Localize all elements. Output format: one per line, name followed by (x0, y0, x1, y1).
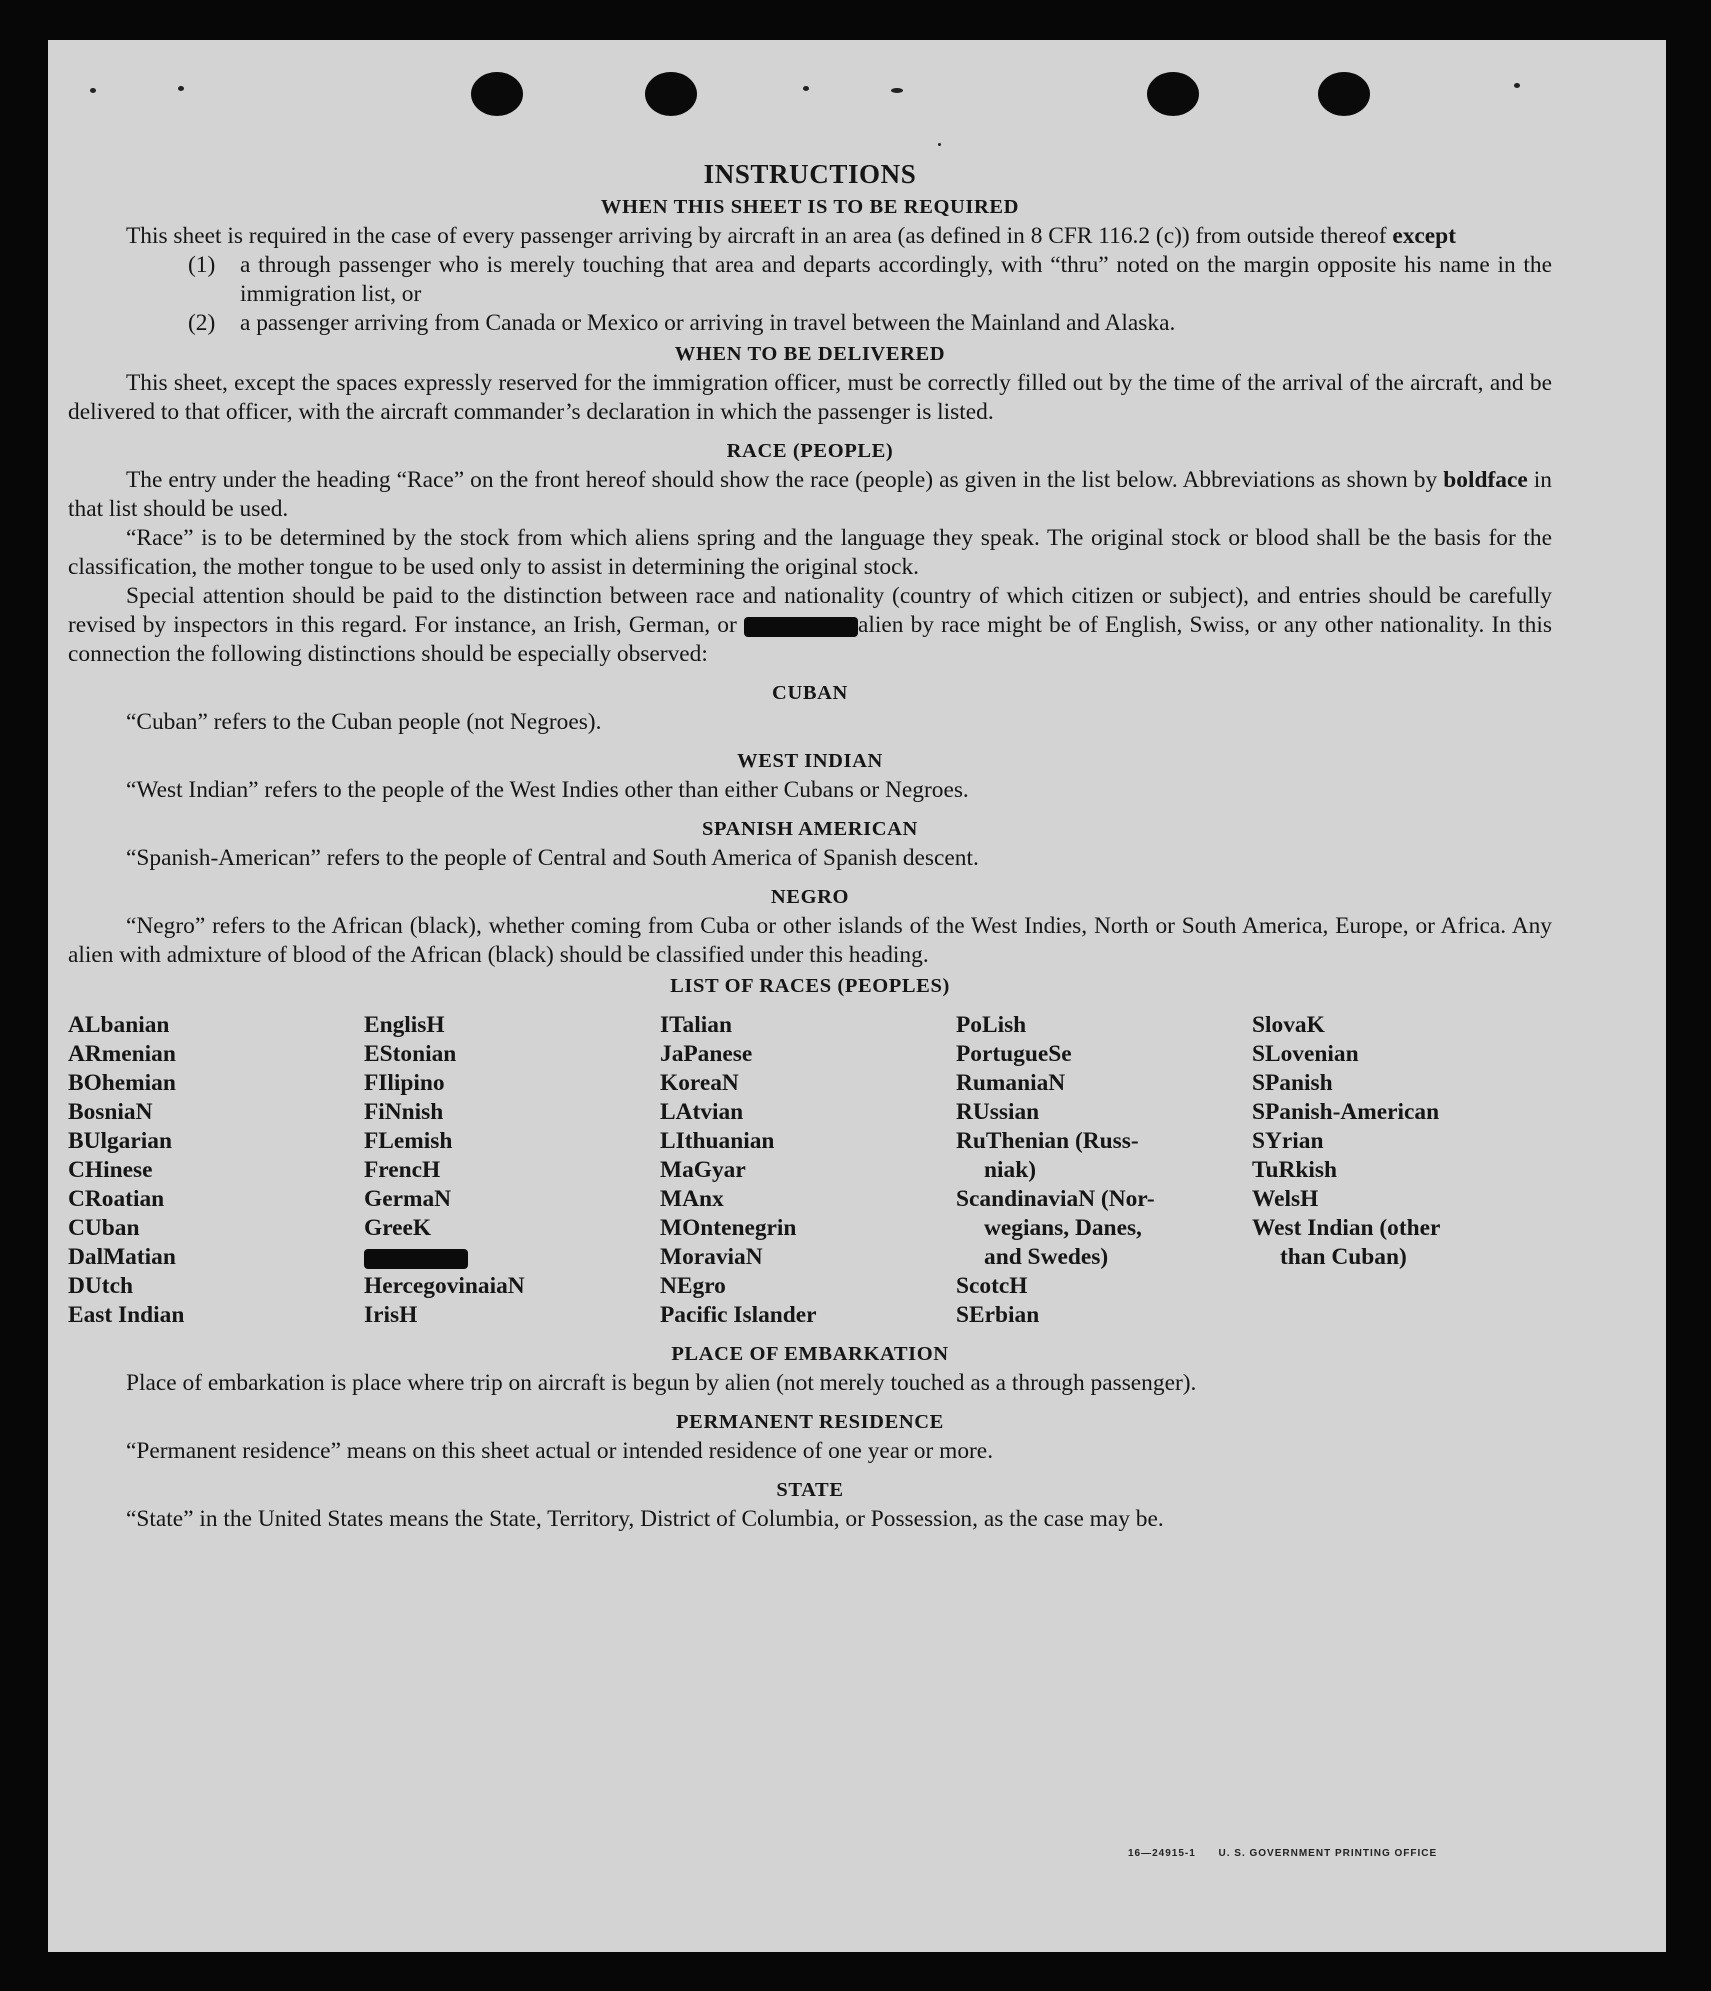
race-paragraph-1: The entry under the heading “Race” on the front hereof should show the race (people) as given in the list below. Abbreviations as shown by boldface in that list should be used. (68, 467, 1552, 522)
section-heading-race: RACE (PEOPLE) (726, 440, 894, 462)
section-heading-west-indian: WEST INDIAN (737, 750, 883, 772)
race-entry: West Indian (other (1252, 1215, 1441, 1241)
page-content (68, 157, 1552, 1534)
race-entry: BosniaN (68, 1099, 153, 1125)
race-entry: FIlipino (364, 1070, 445, 1096)
delivered-text: This sheet, except the spaces expressly reserved for the immigration officer, must be correctly filled out by the time of the arrival of the aircraft, and be delivered to that officer, with the aircraft commander’s declaration in which the passenger is listed. (68, 370, 1552, 425)
race-entry: SlovaK (1252, 1012, 1325, 1038)
race-entry: East Indian (68, 1302, 185, 1328)
race-entry: TuRkish (1252, 1157, 1337, 1183)
race-entry: BUlgarian (68, 1128, 172, 1154)
race-entry: KoreaN (660, 1070, 739, 1096)
required-intro: This sheet is required in the case of every passenger arriving by aircraft in an area (as defined in 8 CFR 116.2 (c)) from outside thereof except (126, 223, 1456, 249)
race-entry: SErbian (956, 1302, 1040, 1328)
race-entry: and Swedes) (984, 1244, 1109, 1270)
section-heading-embarkation: PLACE OF EMBARKATION (671, 1343, 949, 1365)
race-entry-redacted (364, 1243, 660, 1272)
printer-credit: U. S. GOVERNMENT PRINTING OFFICE (1218, 1848, 1438, 1859)
section-heading-cuban: CUBAN (772, 682, 848, 704)
race-entry: FrencH (364, 1157, 441, 1183)
section-heading-spanish-american: SPANISH AMERICAN (702, 818, 918, 840)
races-column (364, 1011, 660, 1330)
race-entry: ScandinaviaN (Nor- (956, 1186, 1155, 1212)
print-footer (1128, 1848, 1437, 1859)
section-heading-races-list: LIST OF RACES (PEOPLES) (670, 975, 950, 997)
race-entry: CUban (68, 1215, 140, 1241)
spanish-american-text: “Spanish-American” refers to the people of Central and South America of Spanish descent. (126, 845, 979, 871)
punch-hole (1318, 72, 1370, 116)
races-list (68, 1011, 1552, 1330)
race-entry: CHinese (68, 1157, 153, 1183)
race-entry: EStonian (364, 1041, 457, 1067)
dust-speck (938, 143, 941, 146)
west-indian-text: “West Indian” refers to the people of the West Indies other than either Cubans or Negroes. (126, 777, 969, 803)
dust-speck (178, 86, 184, 91)
form-number: 16—24915-1 (1128, 1848, 1196, 1859)
race-entry: DUtch (68, 1273, 133, 1299)
race-entry: PortugueSe (956, 1041, 1072, 1067)
dust-speck (1514, 83, 1520, 88)
race-entry: DalMatian (68, 1244, 176, 1270)
race-entry: JaPanese (660, 1041, 753, 1067)
section-heading-state: STATE (776, 1479, 844, 1501)
race-entry: IrisH (364, 1302, 418, 1328)
punch-hole (1147, 72, 1199, 116)
races-column (660, 1011, 956, 1330)
section-heading-delivered: WHEN TO BE DELIVERED (674, 343, 946, 365)
race-entry: RuThenian (Russ- (956, 1128, 1139, 1154)
race-entry: HercegovinaiaN (364, 1273, 525, 1299)
race-entry: Pacific Islander (660, 1302, 817, 1328)
race-entry: RUssian (956, 1099, 1040, 1125)
race-entry: ScotcH (956, 1273, 1028, 1299)
page-title: INSTRUCTIONS (703, 159, 917, 189)
race-entry: NEgro (660, 1273, 726, 1299)
race-entry: LIthuanian (660, 1128, 775, 1154)
race-entry: SYrian (1252, 1128, 1324, 1154)
race-entry: than Cuban) (1280, 1244, 1407, 1270)
race-entry: FiNnish (364, 1099, 444, 1125)
race-entry: SPanish (1252, 1070, 1333, 1096)
race-entry: RumaniaN (956, 1070, 1066, 1096)
race-entry: SLovenian (1252, 1041, 1359, 1067)
section-heading-residence: PERMANENT RESIDENCE (676, 1411, 944, 1433)
exception-item: (2) a passenger arriving from Canada or Mexico or arriving in travel between the Mainland and Alaska. (188, 310, 1176, 336)
race-paragraph-3: Special attention should be paid to the distinction between race and nationality (country of which citizen or subject), and entries should be carefully revised by inspectors in this regard. For instance, an Irish, German, or alien by race might be of English, Swiss, or any other nationality. In this connection the following distinctions should be especially observed: (68, 583, 1552, 667)
race-entry: WelsH (1252, 1186, 1319, 1212)
race-entry: wegians, Danes, (984, 1215, 1142, 1241)
dust-speck (90, 88, 96, 93)
races-column (1252, 1011, 1548, 1330)
race-entry: ARmenian (68, 1041, 176, 1067)
cuban-text: “Cuban” refers to the Cuban people (not Negroes). (126, 709, 602, 735)
race-paragraph-2: “Race” is to be determined by the stock from which aliens spring and the language they speak. The original stock or blood shall be the basis for the classification, the mother tongue to be used only to assist in determining the original stock. (68, 525, 1552, 580)
section-heading-required: WHEN THIS SHEET IS TO BE REQUIRED (600, 196, 1020, 218)
instruction-sheet (48, 40, 1666, 1952)
embarkation-text: Place of embarkation is place where trip on aircraft is begun by alien (not merely touched as a through passenger). (126, 1370, 1197, 1396)
punch-hole (645, 72, 697, 116)
races-column (956, 1011, 1252, 1330)
race-entry: PoLish (956, 1012, 1027, 1038)
redaction-mark (744, 617, 858, 637)
race-entry: LAtvian (660, 1099, 744, 1125)
race-entry: FLemish (364, 1128, 453, 1154)
residence-text: “Permanent residence” means on this sheet actual or intended residence of one year or more. (126, 1438, 994, 1464)
state-text: “State” in the United States means the State, Territory, District of Columbia, or Possession, as the case may be. (126, 1506, 1164, 1532)
race-entry: niak) (984, 1157, 1037, 1183)
race-entry: ALbanian (68, 1012, 170, 1038)
races-column (68, 1011, 364, 1330)
race-entry: MOntenegrin (660, 1215, 797, 1241)
race-entry: MaGyar (660, 1157, 746, 1183)
exception-item: (1) a through passenger who is merely touching that area and departs accordingly, with “thru” noted on the margin opposite his name in the immigration list, or (188, 252, 1552, 307)
race-entry: EnglisH (364, 1012, 445, 1038)
punch-hole (471, 72, 523, 116)
dust-speck (803, 86, 809, 91)
race-entry: BOhemian (68, 1070, 176, 1096)
race-entry: ITalian (660, 1012, 732, 1038)
race-entry: MAnx (660, 1186, 724, 1212)
negro-text: “Negro” refers to the African (black), whether coming from Cuba or other islands of the West Indies, North or South America, Europe, or Africa. Any alien with admixture of blood of the African (black) should be classified under this heading. (68, 913, 1552, 968)
section-heading-negro: NEGRO (770, 886, 850, 908)
dust-speck (891, 88, 903, 93)
race-entry: MoraviaN (660, 1244, 763, 1270)
race-entry: GermaN (364, 1186, 452, 1212)
race-entry: SPanish-American (1252, 1099, 1440, 1125)
race-entry: GreeK (364, 1215, 432, 1241)
race-entry: CRoatian (68, 1186, 165, 1212)
redaction-mark (364, 1249, 468, 1269)
